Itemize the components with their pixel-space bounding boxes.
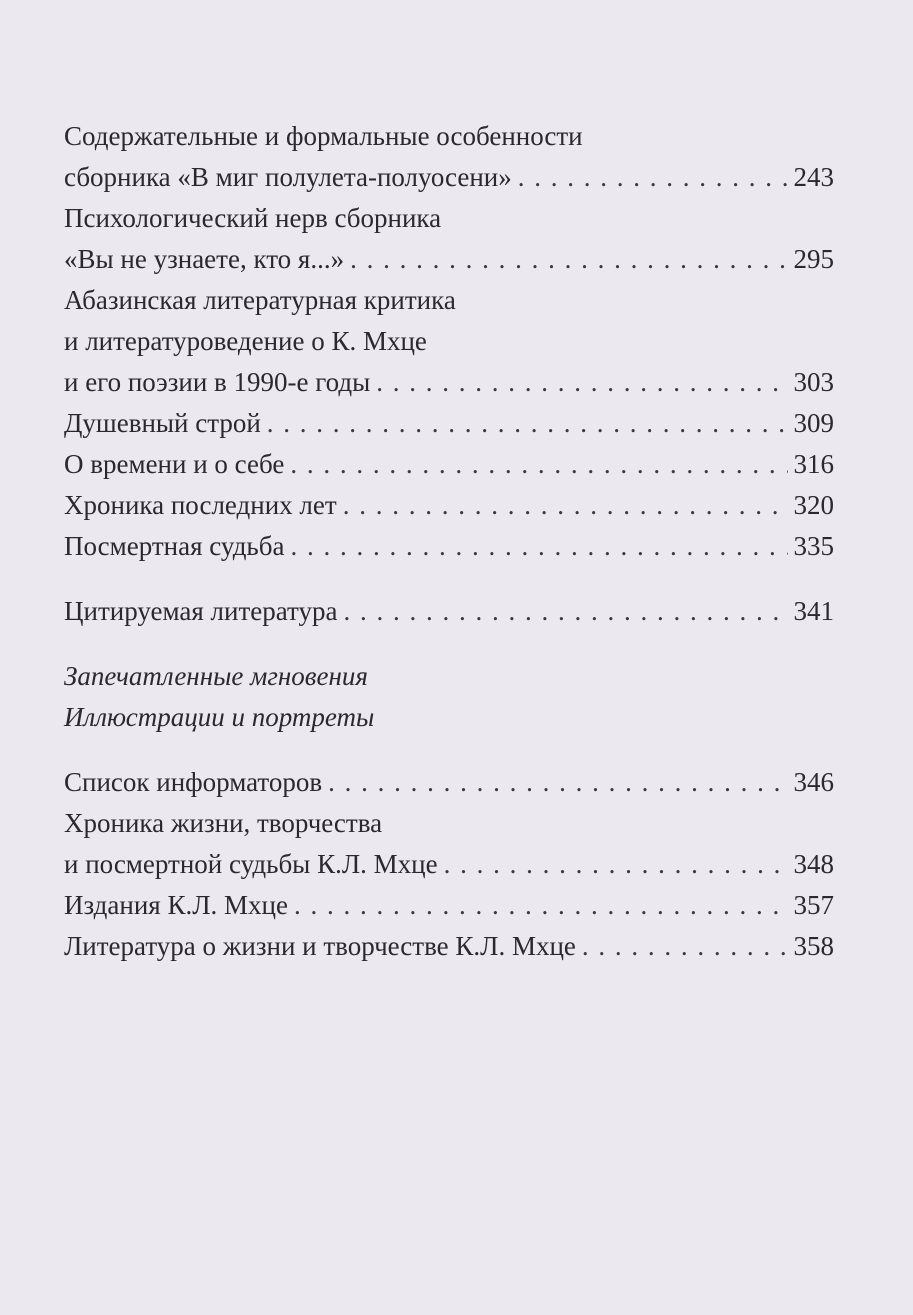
toc-entry-title: «Вы не узнаете, кто я...» bbox=[64, 244, 345, 274]
toc-entry-line: Хроника жизни, творчества bbox=[64, 808, 383, 838]
toc-photo-section-title[interactable]: Запечатленные мгновения bbox=[64, 661, 368, 691]
dot-leader bbox=[290, 444, 787, 485]
section-gap bbox=[64, 567, 834, 591]
toc-page-number: 348 bbox=[793, 849, 834, 879]
toc-entry-title: и его поэзии в 1990-е годы bbox=[64, 367, 371, 397]
toc-entry[interactable] bbox=[64, 157, 834, 198]
toc-entry-line: Абазинская литературная критика bbox=[64, 285, 456, 315]
toc-entry[interactable] bbox=[64, 362, 834, 403]
toc-entry[interactable] bbox=[64, 485, 834, 526]
dot-leader bbox=[267, 403, 788, 444]
toc-page-number: 243 bbox=[793, 162, 834, 192]
table-of-contents bbox=[64, 116, 834, 967]
toc-entry-title: О времени и о себе bbox=[64, 449, 285, 479]
dot-leader bbox=[444, 844, 788, 885]
toc-entry-title: Цитируемая литература bbox=[64, 596, 338, 626]
toc-entry-title: Издания К.Л. Мхце bbox=[64, 890, 288, 920]
toc-page-number: 316 bbox=[793, 449, 834, 479]
toc-page-number: 357 bbox=[793, 890, 834, 920]
dot-leader bbox=[343, 591, 787, 632]
dot-leader bbox=[328, 762, 787, 803]
toc-entry-title: Хроника последних лет bbox=[64, 490, 337, 520]
toc-entry-line: Содержательные и формальные особенности bbox=[64, 121, 583, 151]
toc-entry-title: сборника «В миг полулета-полуосени» bbox=[64, 162, 512, 192]
toc-page-number: 335 bbox=[793, 531, 834, 561]
toc-entry[interactable] bbox=[64, 239, 834, 280]
toc-entry-title: и посмертной судьбы К.Л. Мхце bbox=[64, 849, 438, 879]
toc-entry[interactable] bbox=[64, 844, 834, 885]
toc-photo-section-subtitle: Иллюстрации и портреты bbox=[64, 702, 375, 732]
toc-page-number: 320 bbox=[793, 490, 834, 520]
toc-entry-cited[interactable] bbox=[64, 591, 834, 632]
toc-entry[interactable] bbox=[64, 526, 834, 567]
toc-entry-title: Душевный строй bbox=[64, 408, 261, 438]
dot-leader bbox=[376, 362, 787, 403]
toc-entry[interactable] bbox=[64, 885, 834, 926]
toc-entry-line: и литературоведение о К. Мхце bbox=[64, 326, 427, 356]
dot-leader bbox=[294, 885, 788, 926]
toc-page-number: 346 bbox=[793, 767, 834, 797]
toc-entry-title: Литература о жизни и творчестве К.Л. Мхце bbox=[64, 931, 576, 961]
toc-entry[interactable] bbox=[64, 403, 834, 444]
dot-leader bbox=[350, 239, 787, 280]
toc-entry[interactable] bbox=[64, 762, 834, 803]
toc-entry-title: Посмертная судьба bbox=[64, 531, 285, 561]
section-gap bbox=[64, 632, 834, 656]
dot-leader bbox=[290, 526, 787, 567]
toc-entry-title: Список информаторов bbox=[64, 767, 323, 797]
dot-leader bbox=[343, 485, 788, 526]
toc-page-number: 309 bbox=[793, 408, 834, 438]
toc-page-number: 341 bbox=[793, 596, 834, 626]
toc-entry-line: Психологический нерв сборника bbox=[64, 203, 442, 233]
toc-page-number: 295 bbox=[793, 244, 834, 274]
section-gap bbox=[64, 738, 834, 762]
toc-entry[interactable] bbox=[64, 444, 834, 485]
dot-leader bbox=[518, 157, 788, 198]
toc-page-number: 303 bbox=[793, 367, 834, 397]
toc-entry[interactable] bbox=[64, 926, 834, 967]
dot-leader bbox=[582, 926, 788, 967]
toc-page-number: 358 bbox=[793, 931, 834, 961]
